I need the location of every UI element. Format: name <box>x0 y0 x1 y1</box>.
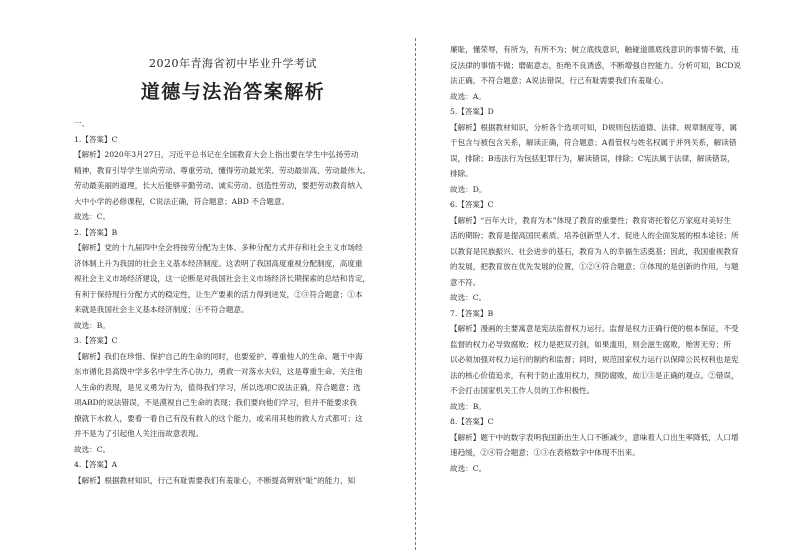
text-line: 视社会主义市场经济建设，这一论断是对我国社会主义市场经济长期探索的总结和肯定， <box>74 274 371 283</box>
text-line: 法正确，不符合题意；A说法错误，行己有耻需要我们有羞耻心。 <box>450 76 669 85</box>
text-line: 反法律的事情不做；磨砺意志，拒绝不良诱惑，不断增强自控能力。分析可知，BCD说 <box>450 60 741 70</box>
text-line: 法的核心价值追求，有利于防止滥用权力，预防腐败，故①③是正确的观点。②错误， <box>450 370 739 380</box>
text-line: 有利于保持现行分配方式的稳定性，让生产要素的活力得到迸发，②③符合题意；①本 <box>74 289 363 299</box>
text-line: 故选：B。 <box>74 320 110 330</box>
text-line: 6.【答案】C <box>450 200 494 209</box>
text-line: 8.【答案】C <box>450 417 494 426</box>
text-line: 【解析】“百年大计，教育为本”体现了教育的重要性；教育寄托着亿万家庭对美好生 <box>450 215 732 225</box>
text-line: 5.【答案】D <box>450 107 494 116</box>
text-line: 活的期盼；教育是提高国民素质、培养创新型人才、促进人的全面发展的根本途径；所 <box>450 231 739 240</box>
text-line: 【解析】我们在珍惜、保护自己的生命的同时，也要爱护、尊重他人的生命。题干中海 <box>74 351 363 361</box>
subject-title: 道德与法治答案解析 <box>140 81 326 103</box>
text-line: 故选：C。 <box>74 212 111 221</box>
text-line: 以教育是民族振兴、社会进步的基石，教育为人的幸福生活奠基；因此，我国重视教育 <box>450 246 739 256</box>
text-line: 大中小学的必修课程，C说法正确，符合题意；ABD 不合题意。 <box>74 196 290 206</box>
text-line: 的发展，把教育放在优先发展的位置，①②④符合题意；③体现的是创新的作用，与题 <box>450 262 739 271</box>
text-line: 故选：A。 <box>450 91 486 101</box>
text-line: 人生命的表现，是见义勇为行为，值得我们学习，所以选项C说法正确，符合题意；选 <box>74 382 361 392</box>
text-line: 一、 <box>74 119 90 128</box>
text-line: 东市循化县高级中学多名中学生齐心协力，勇救一对落水夫妇，这是尊重生命、关注他 <box>74 367 363 376</box>
text-line: 故选：C。 <box>74 444 111 454</box>
text-line: 并不是为了引起他人关注而故意表现。 <box>74 429 204 438</box>
column-divider <box>415 38 416 550</box>
text-line: 廉耻，懂荣辱，有所为，有所不为；树立底线意识，触碰道德底线意识的事情不做，违 <box>450 45 739 54</box>
text-line: 7.【答案】B <box>450 308 494 318</box>
text-line: 速趋缓，②④符合题意；①③在表格数字中体现不出来。 <box>450 448 640 457</box>
text-line: 1.【答案】C <box>74 134 118 144</box>
text-line: 故选：C。 <box>450 463 487 473</box>
text-line: 以必须加强对权力运行的制约和监督；同时，规范国家权力运行以保障公民权利也是宪 <box>450 355 739 364</box>
text-line: 4.【答案】A <box>74 460 118 469</box>
text-line: 项ABD的说法错误，不是漠视自己生命的表现；我们要向他们学习，但并不能要求我 <box>74 398 357 407</box>
exam-title: 2020年青海省初中毕业升学考试 <box>149 57 317 70</box>
text-line: 于包含与被包含关系，解读正确，符合题意；A看管权与姓名权属于并列关系，解读错 <box>450 138 737 147</box>
left-answer-text <box>74 116 392 488</box>
text-line: 监督的权力必导致腐败；权力是把双刃剑，如果滥用，则会滋生腐败，贻害无穷；所 <box>450 339 731 349</box>
text-line: 劳动最美丽的道理，长大后能够辛勤劳动、诚实劳动、创造性劳动，要把劳动教育纳入 <box>74 181 363 190</box>
text-line: 意不符。 <box>450 277 481 287</box>
text-line: 2.【答案】B <box>74 227 118 237</box>
text-line: 3.【答案】C <box>74 336 118 345</box>
text-line: 故选：C。 <box>450 293 487 302</box>
text-line: 济体制上升为我国的社会主义基本经济制度。这表明了我国高度重视分配制度，高度重 <box>74 258 363 268</box>
text-line: 来就是我国社会主义基本经济制度；④不符合题意。 <box>74 305 249 314</box>
text-line: 故选：D。 <box>450 184 487 194</box>
text-line: 【解析】题干中的数字表明我国新出生人口不断减少，意味着人口出生率降低，人口增 <box>450 432 739 442</box>
text-line: 故选：B。 <box>450 401 486 411</box>
text-line: 不会打击国家机关工作人员的工作积极性。 <box>450 386 595 395</box>
text-line: 精神，教育引导学生崇尚劳动、尊重劳动，懂得劳动最光荣、劳动最崇高、劳动最伟大、 <box>74 165 371 175</box>
text-line: 【解析】党的十九届四中全会将按劳分配为主体、多种分配方式并存和社会主义市场经 <box>74 243 363 252</box>
text-line: 【解析】2020年3月27日，习近平总书记在全国教育大会上指出要在学生中弘扬劳动 <box>74 150 359 159</box>
text-line: 误，排除；B违法行为包括犯罪行为，解读错误，排除；C宪法属于法律，解读错误， <box>450 153 735 163</box>
text-line: 【解析】漫画的主要寓意是宪法监督权力运行。监督是权力正确行使的根本保证，不受 <box>450 324 739 333</box>
right-answer-text <box>450 42 770 476</box>
text-line: 撩就下水救人，要看一看自己有没有救人的这个能力，或采用其他的救人方式都可；这 <box>74 413 363 423</box>
text-line: 【解析】根据教材知识，行己有耻需要我们有羞耻心，不断提高辨别“耻”的能力，知 <box>74 475 356 485</box>
text-line: 【解析】根据教材知识，分析各个选项可知，D规则包括道德、法律、规章制度等，属 <box>450 122 738 132</box>
text-line: 排除。 <box>450 169 473 178</box>
